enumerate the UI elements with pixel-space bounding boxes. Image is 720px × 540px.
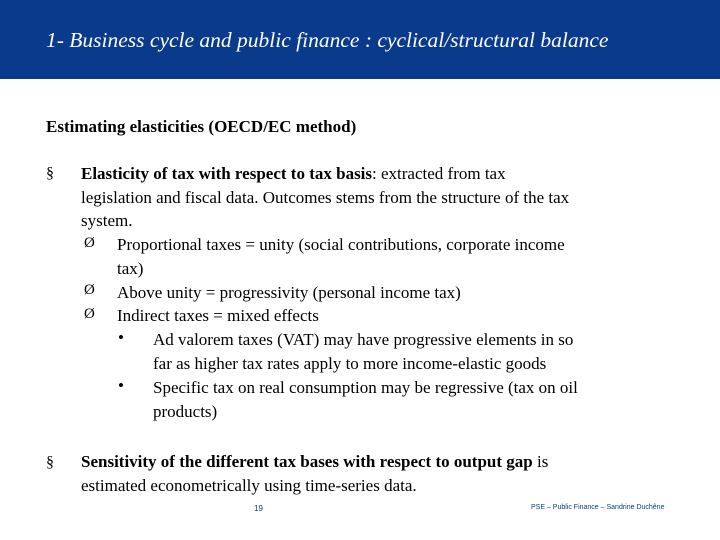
dot2-line2: products) [153,402,218,421]
item2-bold-term: Sensitivity of the different tax bases with respect to output gap [81,452,533,471]
item1-line1-rest: : extracted from tax [372,164,506,183]
sub1-line2: tax) [117,259,144,278]
dot2-line1: Specific tax on real consumption may be regressive (tax on oil [153,378,578,397]
footer-credit: PSE – Public Finance – Sandrine Duchêne [531,504,665,511]
item1-line1 [81,162,506,186]
item1-line3: system. [81,211,133,230]
arrow-bullet-icon: Ø [84,306,95,322]
sub2-line: Above unity = progressivity (personal income tax) [117,283,461,302]
slide-title: 1- Business cycle and public finance : cyclical/structural balance [46,28,609,52]
sub1-line1: Proportional taxes = unity (social contributions, corporate income [117,235,565,254]
item1-bold-term: Elasticity of tax with respect to tax basis [81,164,373,183]
dot1-line1: Ad valorem taxes (VAT) may have progressive elements in so [153,330,574,349]
item2-line1 [81,450,548,474]
section-subtitle: Estimating elasticities (OECD/EC method) [46,117,357,136]
item1-line2: legislation and fiscal data. Outcomes stems from the structure of the tax [81,188,570,207]
round-bullet-icon: • [118,376,124,395]
arrow-bullet-icon: Ø [84,282,95,298]
square-bullet-icon: § [46,165,54,182]
sub3-line: Indirect taxes = mixed effects [117,306,319,325]
page-number: 19 [254,504,263,513]
title-bar [0,0,720,79]
item2-line1-rest: is [532,452,549,471]
round-bullet-icon: • [118,328,124,347]
dot1-line2: far as higher tax rates apply to more income-elastic goods [153,354,547,373]
arrow-bullet-icon: Ø [84,235,95,251]
item2-line2: estimated econometrically using time-series data. [81,476,417,495]
square-bullet-icon: § [46,454,54,471]
